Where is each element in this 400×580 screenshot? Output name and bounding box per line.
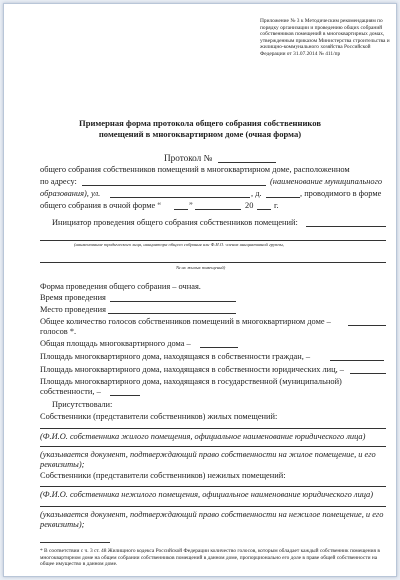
living-owners-label: Собственники (представители собственников) жилых помещений: [40, 412, 278, 421]
nonliving-doc-note: (указывается документ, подтверждающий право собственности на нежилое помещение, и его [40, 510, 384, 519]
month-blank [195, 209, 241, 210]
meeting-form: Форма проведения общего собрания – очная. [40, 282, 201, 291]
time-blank [110, 301, 236, 302]
initiator-label: Инициатор проведения общего собрания собственников помещений: [52, 218, 298, 227]
year-prefix: 20 [245, 201, 254, 210]
day-blank [174, 209, 188, 210]
footnote-separator [40, 542, 110, 543]
year-blank [257, 209, 271, 210]
votes-blank [348, 325, 386, 326]
initiator-note: (наименование юридического лица, инициатора общего собрания или Ф.И.О. членов инициативной группы, [74, 242, 284, 247]
address-blank [82, 185, 266, 186]
address-label: по адресу: [40, 177, 77, 186]
form-held-label: , проводимого в форме [300, 189, 382, 198]
living-owners-blank [40, 428, 386, 429]
nonliving-owners-label: Собственники (представители собственников) нежилых помещений: [40, 471, 286, 480]
form-title [4, 118, 396, 139]
state-area-blank [110, 395, 140, 396]
living-doc-note-2: реквизиты); [40, 460, 85, 469]
living-fio-blank [40, 446, 386, 447]
place-label: Место проведения [40, 305, 106, 314]
nonliving-doc-note-2: реквизиты); [40, 520, 85, 529]
house-label: , д. [251, 189, 262, 198]
street-label: образования), ул. [40, 189, 101, 198]
state-area-label: Площадь многоквартирного дома, находящаяся в государственной (муниципальной) [40, 377, 342, 386]
citizens-area-label: Площадь многоквартирного дома, находящаяся в собственности граждан, – [40, 352, 311, 361]
premises-blank [40, 262, 386, 263]
nonliving-owners-blank [40, 486, 386, 487]
legal-area-blank [350, 373, 386, 374]
nonliving-fio-note: (Ф.И.О. собственника нежилого помещения, официальное наименование юридического лица) [40, 490, 374, 499]
year-suffix: г. [274, 201, 279, 210]
votes-label: Общее количество голосов собственников помещений в многоквартирном доме – [40, 317, 331, 326]
premises-note: № их жилых помещений) [176, 265, 226, 270]
date-label: общего собрания в очной форме “ [40, 201, 162, 210]
total-area-label: Общая площадь многоквартирного дома – [40, 339, 191, 348]
initiator-blank-1 [306, 226, 386, 227]
initiator-blank-2 [40, 240, 386, 241]
living-doc-note: (указывается документ, подтверждающий право собственности на жилое помещение, и его [40, 450, 376, 459]
nonliving-fio-blank [40, 506, 386, 507]
meeting-text-line1: общего собрания собственников помещений в многоквартирном доме, расположенном [40, 165, 350, 174]
house-blank [266, 197, 300, 198]
time-label: Время проведения [40, 293, 106, 302]
date-quote-close: ” [189, 201, 193, 210]
document-frame [3, 3, 397, 577]
protocol-number-label: Протокол № [164, 153, 213, 163]
state-area-label-2: собственности, – [40, 387, 101, 396]
municipality-note: (наименование муниципального [270, 177, 383, 186]
living-fio-note: (Ф.И.О. собственника жилого помещения, официальное наименование юридического лица) [40, 432, 366, 441]
present-label: Присутствовали: [52, 400, 113, 409]
appendix-note: Приложение № 3 к Методическим рекомендациям по порядку организации и проведению общих собраний собственников помещений в многоквартирных домах, утвержденным приказом Министерства строительства и жилищно-коммунального хозяйства Российской Федерации от 31.07.2014 № 411/пр [260, 18, 390, 57]
footnote: * В соответствии с ч. 3 ст. 48 Жилищного кодекса Российской Федерации количество голосов, которым обладает каждый собственник помещения в многоквартирном доме на общем собрании собственников помещений в данном доме, пропорционально его доле в праве общей собственности на общее имущество в данном доме. [40, 548, 380, 568]
legal-area-label: Площадь многоквартирного дома, находящаяся в собственности юридических лиц, – [40, 365, 344, 374]
protocol-number-blank [218, 162, 276, 163]
document-page [4, 4, 396, 576]
form-title-line1: Примерная форма протокола общего собрания собственников [79, 118, 321, 128]
total-area-blank [200, 347, 238, 348]
citizens-area-blank [330, 360, 384, 361]
form-title-line2: помещений в многоквартирном доме (очная форма) [98, 128, 302, 139]
votes-unit: голосов *. [40, 327, 77, 336]
place-blank [108, 313, 236, 314]
street-blank [110, 197, 250, 198]
